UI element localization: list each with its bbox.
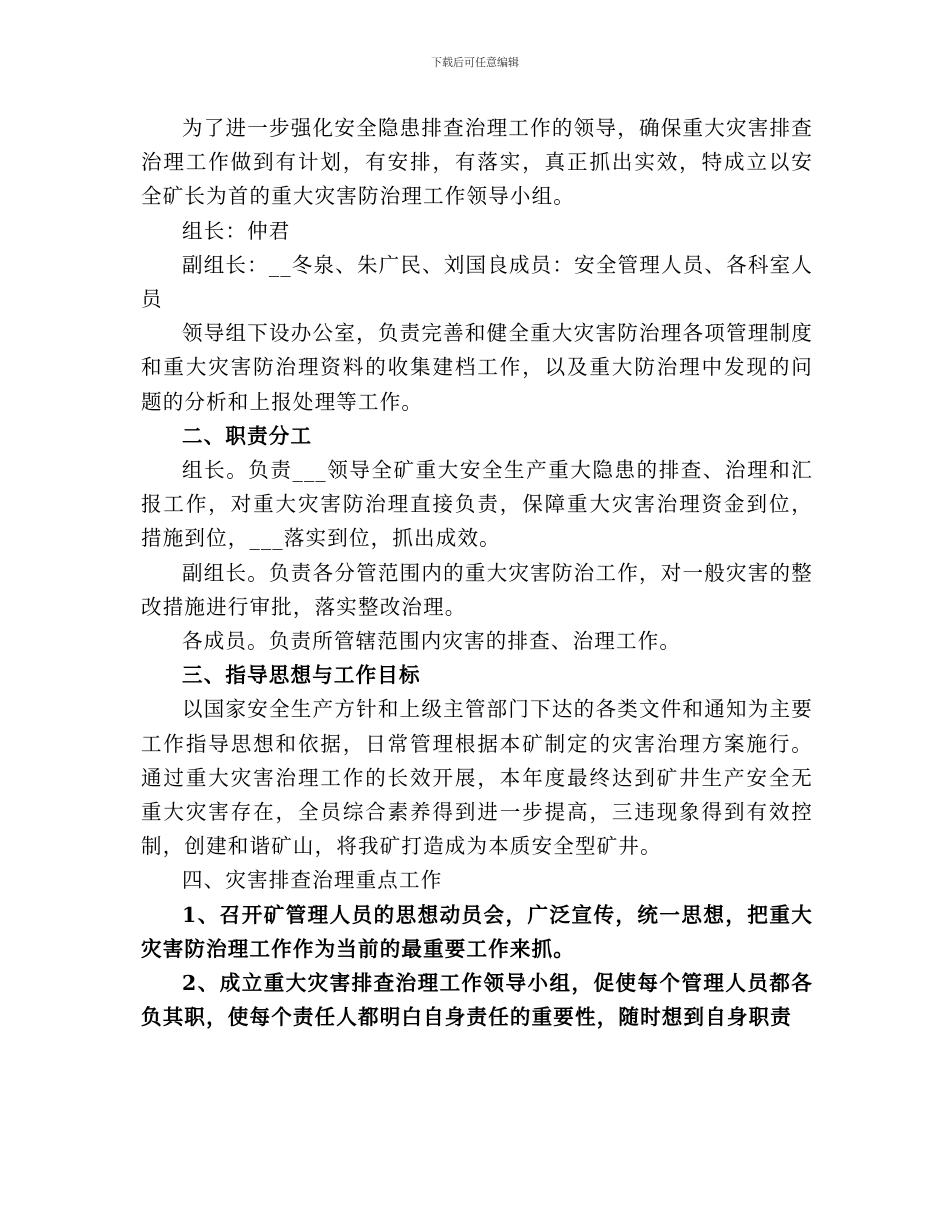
section-heading-guidance: 三、指导思想与工作目标 [182,663,421,688]
document-body [141,111,813,1034]
section-heading-duties: 二、职责分工 [182,423,313,448]
paragraph-group-leader: 组长：仲君 [182,218,291,243]
paragraph-intro: 为了进一步强化安全隐患排查治理工作的领导，确保重大灾害排查治理工作做到有计划，有安排，有落实，真正抓出实效，特成立以安全矿长为首的重大灾害防治理工作领导小组。 [141,116,813,209]
paragraph-key-work-1: 1、召开矿管理人员的思想动员会，广泛宣传，统一思想，把重大灾害防治理工作作为当前的最重要工作来抓。 [141,902,813,961]
paragraph-member-duty: 各成员。负责所管辖范围内灾害的排查、治理工作。 [182,629,682,654]
paragraph-leader-duty: 组长。负责___领导全矿重大安全生产重大隐患的排查、治理和汇报工作，对重大灾害防治理直接负责，保障重大灾害治理资金到位，措施到位，___落实到位，抓出成效。 [141,458,813,551]
paragraph-office: 领导组下设办公室，负责完善和健全重大灾害防治理各项管理制度和重大灾害防治理资料的收集建档工作，以及重大防治理中发现的问题的分析和上报处理等工作。 [141,321,813,414]
paragraph-deputy-duty: 副组长。负责各分管范围内的重大灾害防治工作，对一般灾害的整改措施进行审批，落实整改治理。 [141,560,813,619]
section-heading-key-work: 四、灾害排查治理重点工作 [182,868,443,893]
page-header-note: 下载后可任意编辑 [431,56,519,69]
paragraph-deputy-leaders: 副组长：__冬泉、朱广民、刘国良成员：安全管理人员、各科室人员 [141,252,813,312]
paragraph-key-work-2: 2、成立重大灾害排查治理工作领导小组，促使每个管理人员都各负其职，使每个责任人都明白自身责任的重要性，随时想到自身职责 [141,971,813,1030]
paragraph-guidance: 以国家安全生产方针和上级主管部门下达的各类文件和通知为主要工作指导思想和依据，日常管理根据本矿制定的灾害治理方案施行。通过重大灾害治理工作的长效开展，本年度最终达到矿井生产安全无重大灾害存在，全员综合素养得到进一步提高，三违现象得到有效控制，创建和谐矿山，将我矿打造成为本质安全型矿井。 [141,697,813,859]
